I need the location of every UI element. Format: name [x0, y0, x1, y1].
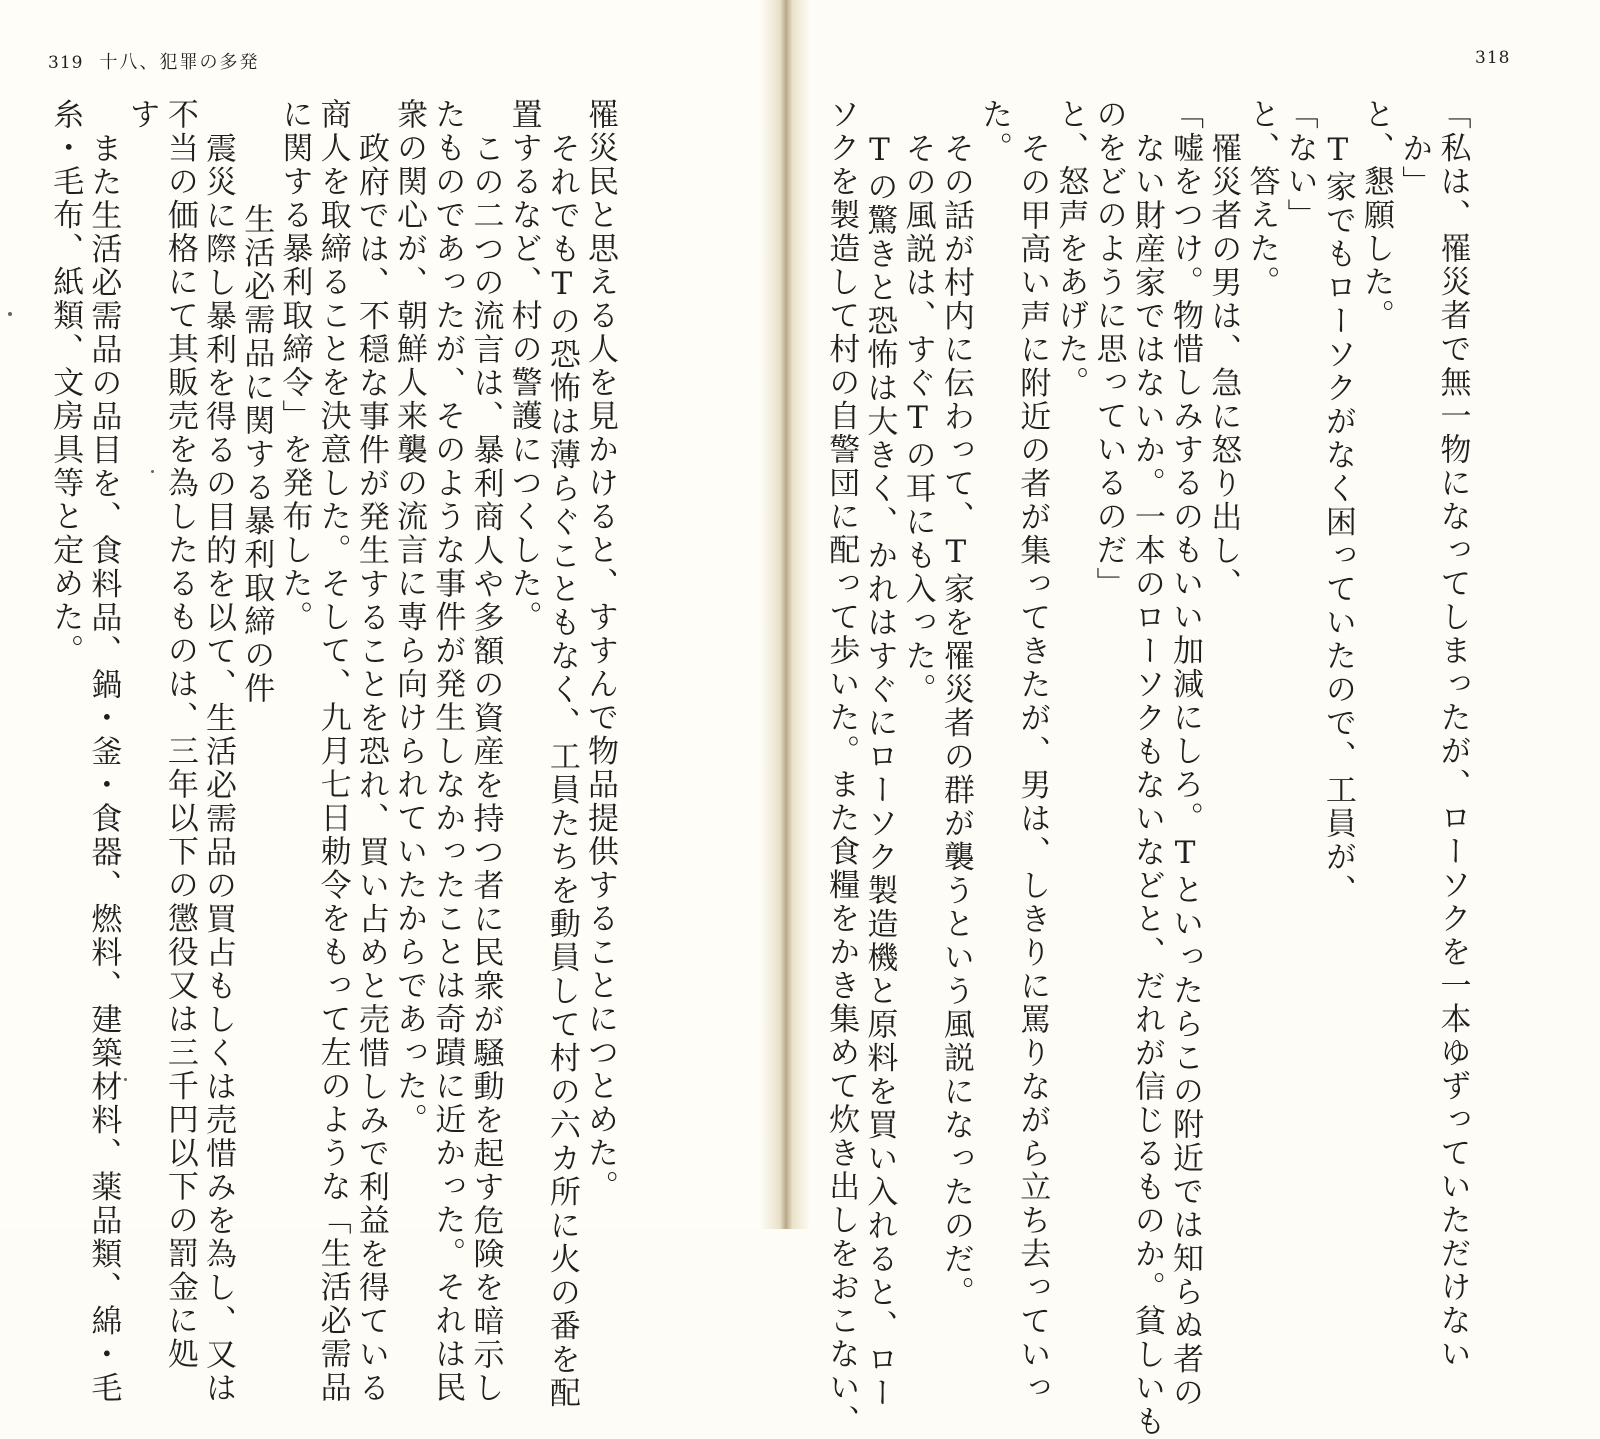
- left-page-header: [48, 48, 259, 74]
- text-line: か」: [1396, 132, 1433, 199]
- text-line: 「ない」: [1281, 98, 1318, 232]
- decree-title: 生活必需品に関する暴利取締の件: [238, 203, 275, 706]
- scan-speck: [8, 312, 12, 316]
- text-line: 政府では、不穏な事件が発生することを恐れ、買い占めと売惜しみで利益を得ている: [352, 132, 389, 1405]
- right-page-header: [1475, 48, 1510, 68]
- scan-speck: [124, 1078, 127, 1081]
- text-line: その風説は、すぐTの耳にも入った。: [899, 132, 936, 707]
- text-line: す: [123, 98, 160, 132]
- text-line: 置するなど、村の警護につくした。: [505, 98, 542, 634]
- text-line: 糸・毛布、紙類、文房具等と定めた。: [47, 98, 84, 668]
- text-line: に関する暴利取締令」を発布した。: [276, 98, 313, 634]
- scan-speck: [151, 470, 154, 473]
- text-line: Tの驚きと恐怖は大きく、かれはすぐにローソク製造機と原料を買い入れると、ロー: [861, 132, 898, 1410]
- text-line: その話が村内に伝わって、T家を罹災者の群が襲うという風説になったのだ。: [937, 132, 974, 1310]
- left-page-body: [46, 98, 619, 1410]
- text-line: ない財産家ではないか。一本のローソクもないなどと、だれが信じるものか。貧しいも: [1128, 132, 1165, 1439]
- right-page-number: 318: [1475, 48, 1511, 68]
- left-page-number: 319: [48, 53, 84, 73]
- text-line: その甲高い声に附近の者が集ってきたが、男は、しきりに罵りながら立ち去っていっ: [1014, 132, 1051, 1405]
- text-line: 商人を取締ることを決意した。そして、九月七日勅令をもって左のような「生活必需品: [314, 98, 351, 1405]
- running-title: 十八、犯罪の多発: [99, 52, 260, 73]
- text-line: 不当の価格にて其販売を為したるものは、三年以下の懲役又は三千円以下の罰金に処: [161, 98, 198, 1371]
- text-line: 「私は、罹災者で無一物になってしまったが、ローソクを一本ゆずっていただけない: [1434, 98, 1471, 1371]
- text-line: と、答えた。: [1243, 98, 1280, 299]
- right-page-body: [822, 98, 1471, 1439]
- text-line: 罹災者の男は、急に怒り出し、: [1205, 132, 1242, 601]
- text-line: た。: [976, 98, 1013, 165]
- text-line: T家でもローソクがなく困っていたので、工員が、: [1319, 132, 1356, 908]
- text-line: 「嘘をつけ。物惜しみするのもいい加減にしろ。Tといったらこの附近では知らぬ者の: [1167, 98, 1204, 1410]
- text-line: それでもTの恐怖は薄らぐこともなく、工員たちを動員して村の六カ所に火の番を配: [543, 132, 580, 1410]
- text-line: ソクを製造して村の自警団に配って歩いた。また食糧をかき集めて炊き出しをおこない、: [823, 98, 860, 1438]
- text-line: 震災に際し暴利を得るの目的を以て、生活必需品の買占もしくは売惜みを為し、又は: [200, 132, 237, 1405]
- book-gutter: [760, 0, 810, 1229]
- text-line: たものであったが、そのような事件が発生しなかったことは奇蹟に近かった。それは民: [429, 98, 466, 1405]
- text-line: また生活必需品の品目を、食料品、鍋・釜・食器、燃料、建築材料、薬品類、綿・毛: [85, 132, 122, 1405]
- text-line: と、懇願した。: [1358, 98, 1395, 333]
- text-line: のをどのように思っているのだ」: [1090, 98, 1127, 601]
- text-line: 罹災民と思える人を見かけると、すすんで物品提供することにつとめた。: [582, 98, 619, 1204]
- text-line: 衆の関心が、朝鮮人来襲の流言に専ら向けられていたからであった。: [391, 98, 428, 1137]
- text-line: と、怒声をあげた。: [1052, 98, 1089, 400]
- text-line: この二つの流言は、暴利商人や多額の資産を持つ者に民衆が騒動を起す危険を暗示し: [467, 132, 504, 1405]
